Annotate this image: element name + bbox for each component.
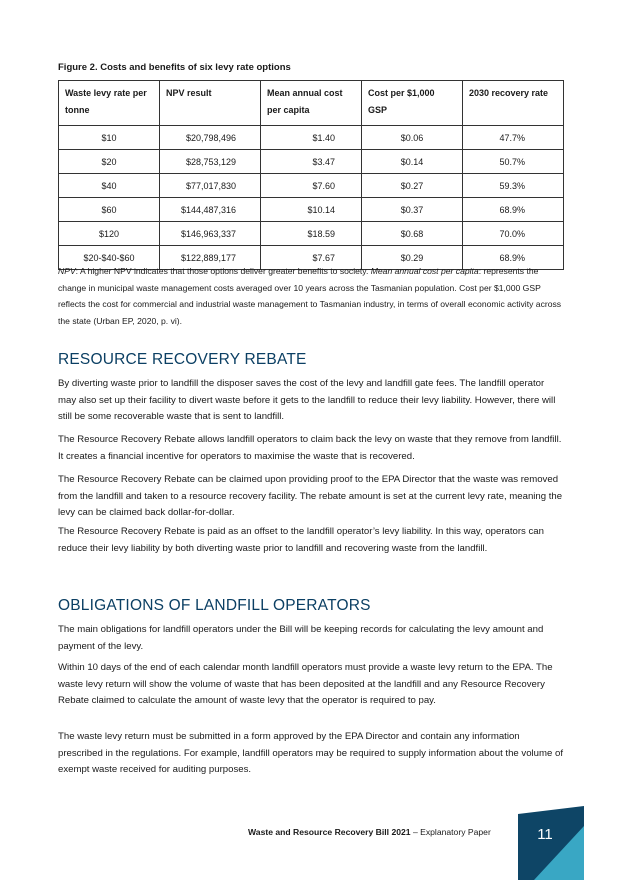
table-cell: $0.29: [362, 246, 463, 270]
table-cell: $0.14: [362, 150, 463, 174]
table-cell: $120: [59, 222, 160, 246]
note-term-mean-annual-cost: Mean annual cost per capita: [370, 266, 479, 276]
table-cell: $122,889,177: [160, 246, 261, 270]
table-cell: $10.14: [261, 198, 362, 222]
footer-title: Waste and Resource Recovery Bill 2021: [248, 827, 411, 837]
table-cell: $77,017,830: [160, 174, 261, 198]
figure-caption: Figure 2. Costs and benefits of six levy rate options: [58, 62, 291, 73]
table-cell: 50.7%: [463, 150, 564, 174]
table-cell: $18.59: [261, 222, 362, 246]
column-header: 2030 recovery rate: [463, 81, 564, 126]
table-cell: $10: [59, 126, 160, 150]
table-row: [59, 150, 564, 174]
paragraph: The waste levy return must be submitted in a form approved by the EPA Director and contain any information prescribed in the regulations. For example, landfill operators may be required to supply information about the volume of exempt waste received for auditing purposes.: [58, 731, 564, 775]
levy-options-table: [58, 80, 564, 270]
table-row: [59, 198, 564, 222]
table-row: [59, 126, 564, 150]
table-cell: $28,753,129: [160, 150, 261, 174]
section-heading-obligations: OBLIGATIONS OF LANDFILL OPERATORS: [58, 597, 371, 614]
paragraph: By diverting waste prior to landfill the disposer saves the cost of the levy and landfill gate fees. The landfill operator may also set up their facility to divert waste before it gets to the landfill to reduce their levy liability. However, there will still be some recoverable waste that is sent to landfill.: [58, 378, 556, 422]
table-cell: $40: [59, 174, 160, 198]
column-header: Cost per $1,000 GSP: [362, 81, 463, 126]
paragraph: The Resource Recovery Rebate is paid as an offset to the landfill operator’s levy liability. In this way, operators can reduce their levy liability by both diverting waste prior to landfill and recovering waste from the landfill.: [58, 526, 544, 554]
column-header: Waste levy rate per tonne: [59, 81, 160, 126]
table-cell: 68.9%: [463, 198, 564, 222]
column-header: NPV result: [160, 81, 261, 126]
table-cell: 68.9%: [463, 246, 564, 270]
note-npv-text: : A higher NPV indicates that those options deliver greater benefits to society.: [75, 266, 371, 276]
table-cell: $7.60: [261, 174, 362, 198]
table-note: [58, 263, 568, 329]
column-header: Mean annual cost per capita: [261, 81, 362, 126]
table-cell: $0.06: [362, 126, 463, 150]
table-cell: $1.40: [261, 126, 362, 150]
table-cell: $20,798,496: [160, 126, 261, 150]
section-heading-rebate: RESOURCE RECOVERY REBATE: [58, 351, 307, 368]
table-cell: $144,487,316: [160, 198, 261, 222]
paragraph: The main obligations for landfill operators under the Bill will be keeping records for calculating the levy amount and payment of the levy.: [58, 624, 544, 652]
page-number: 11: [537, 826, 553, 843]
footer-subtitle: – Explanatory Paper: [410, 827, 491, 837]
table-cell: $7.67: [261, 246, 362, 270]
paragraph: The Resource Recovery Rebate allows landfill operators to claim back the levy on waste that they remove from landfill. It creates a financial incentive for operators to maximise the waste that is recovered.: [58, 434, 562, 462]
table-cell: $0.37: [362, 198, 463, 222]
paragraph: The Resource Recovery Rebate can be claimed upon providing proof to the EPA Director that the waste was removed from the landfill and taken to a resource recovery facility. The rebate amount is set at the current levy rate, meaning the levy can be claimed back dollar-for-dollar.: [58, 474, 563, 518]
table-row: [59, 174, 564, 198]
table-cell: 59.3%: [463, 174, 564, 198]
table-cell: $60: [59, 198, 160, 222]
page-number-badge: [518, 806, 584, 880]
table-cell: $0.27: [362, 174, 463, 198]
table-cell: 70.0%: [463, 222, 564, 246]
paragraph: Within 10 days of the end of each calendar month landfill operators must provide a waste levy return to the EPA. The waste levy return will show the volume of waste that has been deposited at the landfill and any Resource Recovery Rebate claimed to calculate the amount of waste levy that the operator is required to pay.: [58, 662, 553, 706]
table-cell: $146,963,337: [160, 222, 261, 246]
table-cell: $20: [59, 150, 160, 174]
footer: [248, 827, 491, 837]
note-term-npv: NPV: [58, 266, 76, 276]
table-row: [59, 222, 564, 246]
table-header-row: [59, 81, 564, 126]
note-mac-text: : represents the change in municipal waste management costs averaged over 10 years across the Tasmanian population. Cost per $1,000 GSP reflects the cost for commercial and industrial waste management to Tasmanian industry, in terms of overall economic activity across the state (Urban EP, 2020, p. vi).: [58, 266, 562, 326]
table-cell: 47.7%: [463, 126, 564, 150]
table-cell: $0.68: [362, 222, 463, 246]
table-cell: $3.47: [261, 150, 362, 174]
table-cell: $20-$40-$60: [59, 246, 160, 270]
